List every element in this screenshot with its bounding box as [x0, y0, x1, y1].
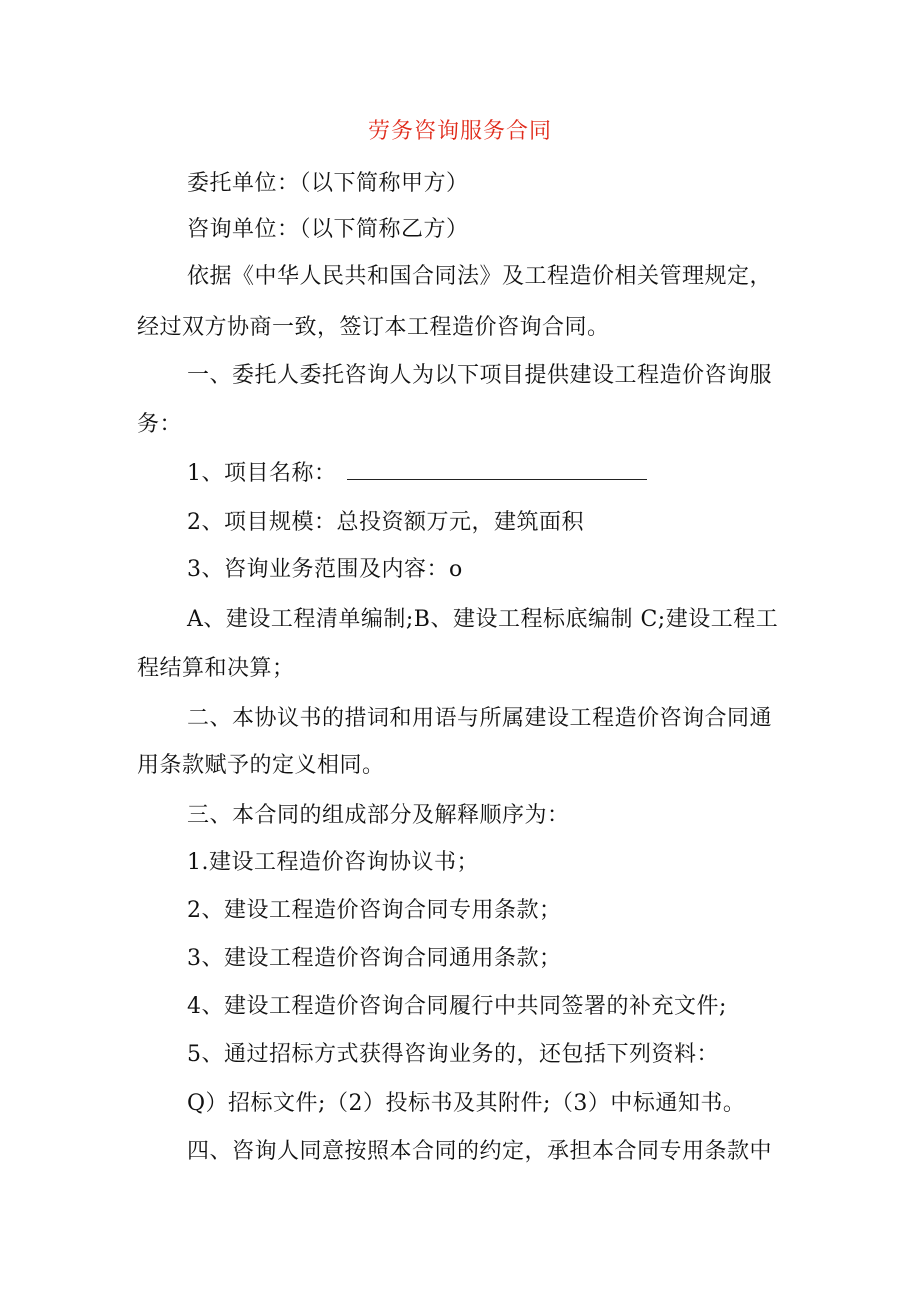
preamble-line-2: 经过双方协商一致，签订本工程造价咨询合同。 — [137, 315, 610, 340]
service-scope-line: 3、咨询业务范围及内容：o — [187, 557, 463, 582]
preamble-line-1: 依据《中华人民共和国合同法》及工程造价相关管理规定， — [187, 264, 773, 289]
clause-1-line-2: 务： — [137, 412, 183, 437]
entrusting-party-line: 委托单位：（以下简称甲方） — [187, 171, 469, 196]
service-items-line-2: 程结算和决算； — [137, 656, 295, 681]
component-item-4: 4、建设工程造价咨询合同履行中共同签署的补充文件; — [187, 994, 727, 1019]
project-name-label: 1、项目名称： — [187, 461, 337, 486]
clause-2-line-1: 二、本协议书的措词和用语与所属建设工程造价咨询合同通 — [187, 706, 773, 731]
component-item-5: 5、通过招标方式获得咨询业务的，还包括下列资料： — [187, 1042, 719, 1067]
clause-2-line-2: 用条款赋予的定义相同。 — [137, 753, 385, 778]
project-name-blank — [347, 459, 647, 480]
project-scale-line: 2、项目规模：总投资额万元，建筑面积 — [187, 510, 584, 535]
project-name-line — [187, 457, 647, 491]
component-item-2: 2、建设工程造价咨询合同专用条款； — [187, 898, 562, 923]
clause-3-heading: 三、本合同的组成部分及解释顺序为： — [187, 803, 570, 828]
component-item-1: 1.建设工程造价咨询协议书； — [187, 850, 479, 875]
clause-4-line-1: 四、咨询人同意按照本合同的约定，承担本合同专用条款中 — [187, 1139, 773, 1164]
clause-1-line-1: 一、委托人委托咨询人为以下项目提供建设工程造价咨询服 — [187, 363, 773, 388]
service-items-line-1: A、建设工程清单编制;B、建设工程标底编制 C;建设工程工 — [187, 607, 779, 632]
consulting-party-line: 咨询单位：（以下简称乙方） — [187, 217, 469, 242]
bid-documents-line: Q）招标文件;（2）投标书及其附件;（3）中标通知书。 — [187, 1091, 746, 1116]
component-item-3: 3、建设工程造价咨询合同通用条款； — [187, 946, 562, 971]
document-title: 劳务咨询服务合同 — [367, 119, 552, 144]
